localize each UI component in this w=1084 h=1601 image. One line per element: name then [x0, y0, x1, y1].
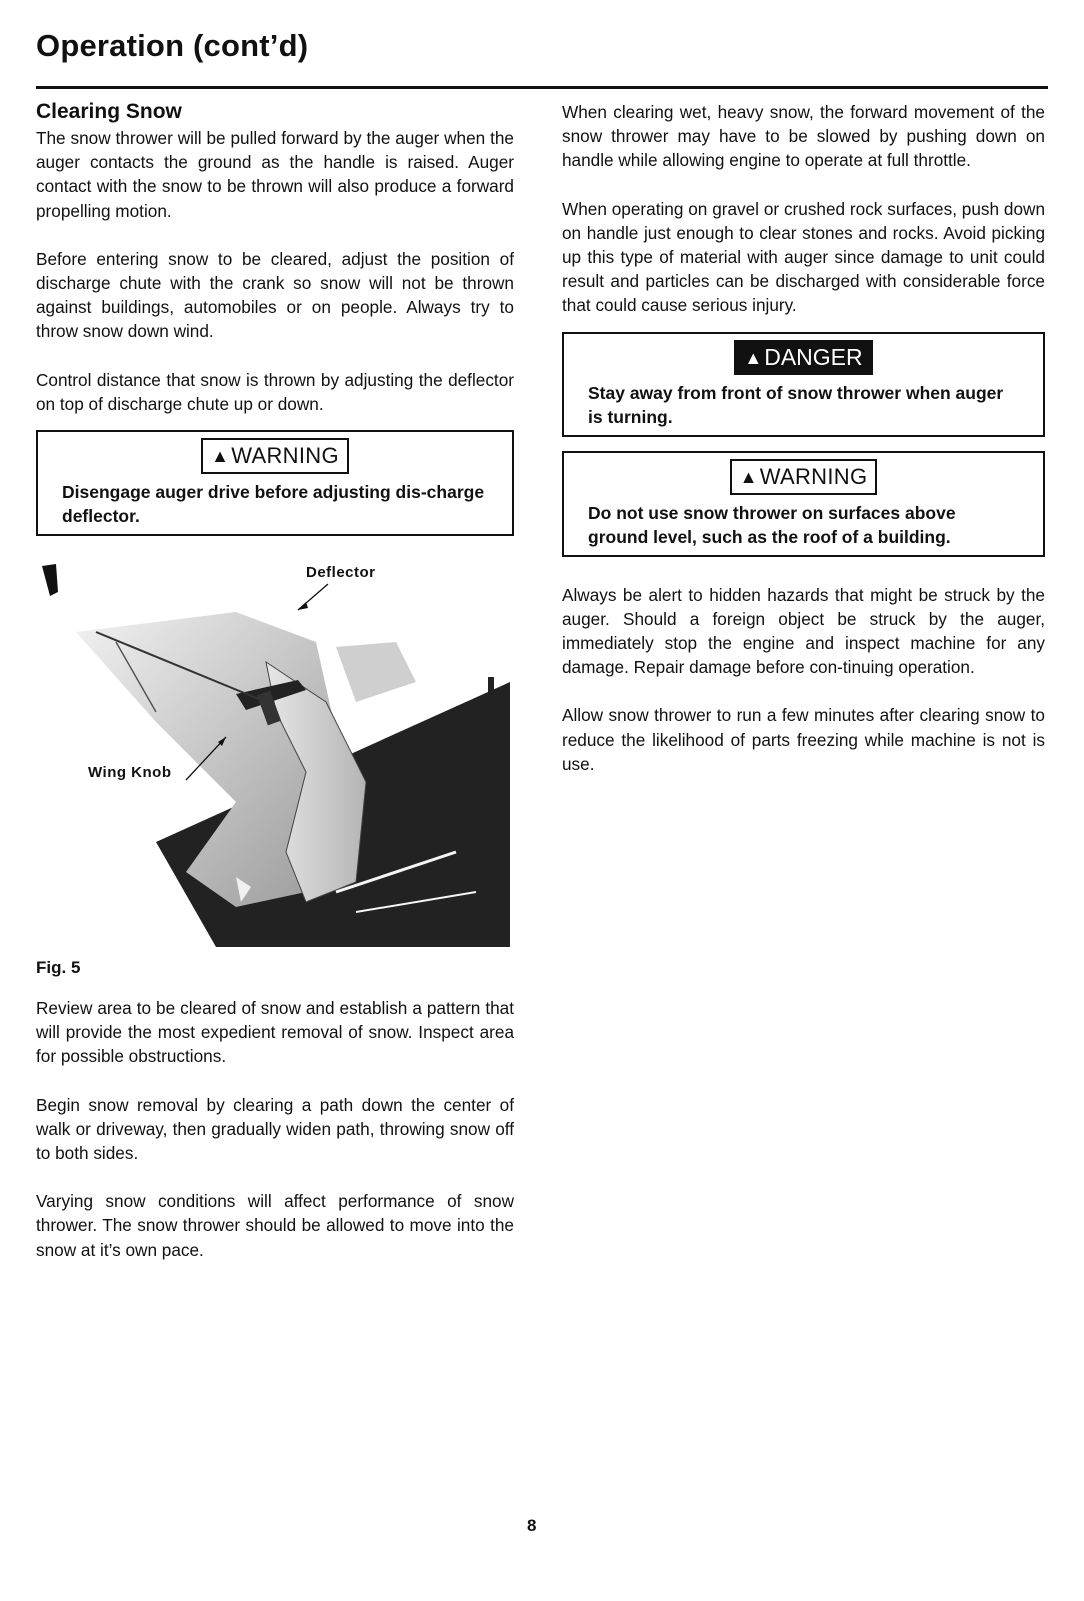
title-rule [36, 86, 1048, 89]
warning-badge [201, 438, 349, 474]
left-column [36, 100, 514, 536]
deflector-callout: Deflector [306, 564, 376, 581]
warning-box [36, 430, 514, 536]
paragraph: Varying snow conditions will affect performance of snow thrower. The snow thrower should be allowed to move into the snow at it’s own pace. [36, 1191, 514, 1260]
danger-label: DANGER [764, 343, 863, 370]
warning-text: Do not use snow thrower on surfaces above ground level, such as the roof of a building. [588, 502, 956, 547]
danger-badge [734, 340, 872, 375]
right-column [562, 100, 1045, 776]
warning-label: WARNING [231, 443, 339, 469]
danger-text: Stay away from front of snow thrower when auger is turning. [588, 382, 1004, 427]
paragraph: Always be alert to hidden hazards that might be struck by the auger. Should a foreign object be struck by the auger, immediately stop the engine and inspect machine for any damage. Repair damage before con-tinuing operation. [562, 584, 1045, 678]
warning-text: Disengage auger drive before adjusting dis-charge deflector. [62, 482, 485, 527]
paragraph: The snow thrower will be pulled forward by the auger when the auger contacts the ground as the handle is raised. Auger contact with the snow to be thrown will also produce a forward propelling motion. [36, 128, 514, 221]
section-heading: Clearing Snow [36, 100, 182, 123]
paragraph: When operating on gravel or crushed rock surfaces, push down on handle just enough to clear stones and rocks. Avoid picking up this type of material with auger since damage to unit could result and particles can be discharged with considerable force that could cause serious injury. [562, 198, 1045, 316]
danger-box [562, 332, 1045, 437]
snow-thrower-chute-illustration [36, 552, 510, 947]
danger-triangle-icon: ▲ [744, 347, 763, 368]
warning-label: WARNING [759, 463, 868, 489]
page-number: 8 [527, 1516, 537, 1535]
warning-triangle-icon: ▲ [739, 466, 758, 487]
warning-triangle-icon: ▲ [211, 446, 230, 467]
wing-knob-callout: Wing Knob [88, 764, 172, 781]
left-column-lower [36, 996, 514, 1262]
figure-deflector-photo [36, 552, 510, 947]
paragraph: Review area to be cleared of snow and establish a pattern that will provide the most expedient removal of snow. Inspect area for possible obstructions. [36, 998, 514, 1067]
paragraph: Allow snow thrower to run a few minutes after clearing snow to reduce the likelihood of parts freezing while machine is not is use. [562, 705, 1045, 774]
paragraph: Begin snow removal by clearing a path down the center of walk or driveway, then gradually widen path, throwing snow off to both sides. [36, 1094, 514, 1164]
figure-caption: Fig. 5 [36, 958, 81, 977]
paragraph: When clearing wet, heavy snow, the forward movement of the snow thrower may have to be slowed by pushing down on handle while allowing engine to operate at full throttle. [562, 102, 1045, 171]
warning-badge [730, 459, 878, 495]
paragraph: Control distance that snow is thrown by adjusting the deflector on top of discharge chute up or down. [36, 369, 514, 414]
page-title: Operation (cont’d) [36, 28, 309, 63]
paragraph: Before entering snow to be cleared, adjust the position of discharge chute with the crank so snow will not be thrown against buildings, automobiles or on people. Always try to throw snow down wind. [36, 248, 514, 342]
warning-box [562, 451, 1045, 557]
